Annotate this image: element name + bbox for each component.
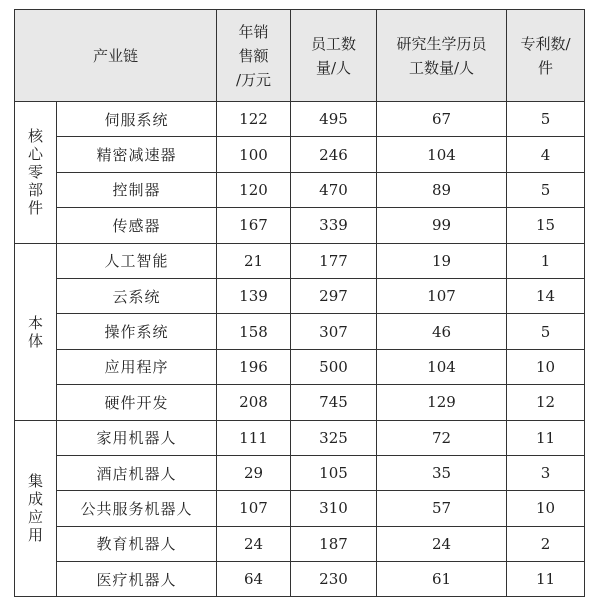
sales-cell: 208 bbox=[217, 385, 291, 420]
header-grad-employees bbox=[377, 10, 507, 102]
table-row bbox=[15, 349, 585, 384]
grad-employees-cell: 35 bbox=[377, 455, 507, 490]
employees-cell: 325 bbox=[291, 420, 377, 455]
row-name-cell: 医疗机器人 bbox=[57, 562, 217, 597]
patents-cell: 10 bbox=[507, 349, 585, 384]
grad-employees-cell: 107 bbox=[377, 278, 507, 313]
row-name-cell: 精密减速器 bbox=[57, 137, 217, 172]
sales-cell: 139 bbox=[217, 278, 291, 313]
employees-cell: 745 bbox=[291, 385, 377, 420]
group-label: 本体 bbox=[27, 313, 43, 350]
patents-cell: 5 bbox=[507, 314, 585, 349]
row-name-cell: 硬件开发 bbox=[57, 385, 217, 420]
header-patents bbox=[507, 10, 585, 102]
patents-cell: 5 bbox=[507, 102, 585, 137]
patents-cell: 12 bbox=[507, 385, 585, 420]
group-label-cell bbox=[15, 102, 57, 244]
row-name-cell: 传感器 bbox=[57, 208, 217, 243]
sales-cell: 100 bbox=[217, 137, 291, 172]
table-row bbox=[15, 385, 585, 420]
grad-employees-cell: 61 bbox=[377, 562, 507, 597]
patents-cell: 5 bbox=[507, 172, 585, 207]
sales-cell: 167 bbox=[217, 208, 291, 243]
row-name-cell: 人工智能 bbox=[57, 243, 217, 278]
employees-cell: 230 bbox=[291, 562, 377, 597]
sales-cell: 196 bbox=[217, 349, 291, 384]
table-row bbox=[15, 243, 585, 278]
patents-cell: 15 bbox=[507, 208, 585, 243]
grad-employees-cell: 67 bbox=[377, 102, 507, 137]
row-name-cell: 公共服务机器人 bbox=[57, 491, 217, 526]
grad-employees-cell: 99 bbox=[377, 208, 507, 243]
row-name-cell: 酒店机器人 bbox=[57, 455, 217, 490]
grad-employees-cell: 57 bbox=[377, 491, 507, 526]
header-employees-label: 员工数 量/人 bbox=[310, 34, 356, 77]
employees-cell: 177 bbox=[291, 243, 377, 278]
grad-employees-cell: 72 bbox=[377, 420, 507, 455]
table-row bbox=[15, 208, 585, 243]
group-label: 集成应用 bbox=[27, 472, 43, 545]
header-chain bbox=[15, 10, 217, 102]
sales-cell: 107 bbox=[217, 491, 291, 526]
employees-cell: 297 bbox=[291, 278, 377, 313]
row-name-cell: 应用程序 bbox=[57, 349, 217, 384]
employees-cell: 187 bbox=[291, 526, 377, 561]
sales-cell: 64 bbox=[217, 562, 291, 597]
row-name-cell: 操作系统 bbox=[57, 314, 217, 349]
industry-chain-table bbox=[14, 9, 585, 597]
employees-cell: 307 bbox=[291, 314, 377, 349]
group-label: 核心零部件 bbox=[27, 127, 43, 218]
grad-employees-cell: 89 bbox=[377, 172, 507, 207]
table-row bbox=[15, 562, 585, 597]
sales-cell: 24 bbox=[217, 526, 291, 561]
header-sales bbox=[217, 10, 291, 102]
header-chain-label: 产业链 bbox=[92, 46, 138, 65]
grad-employees-cell: 104 bbox=[377, 137, 507, 172]
header-grad-employees-label: 研究生学历员 工数量/人 bbox=[396, 34, 487, 77]
patents-cell: 10 bbox=[507, 491, 585, 526]
patents-cell: 2 bbox=[507, 526, 585, 561]
patents-cell: 11 bbox=[507, 420, 585, 455]
table-row bbox=[15, 420, 585, 455]
header-employees bbox=[291, 10, 377, 102]
header-sales-label: 年销 售额 /万元 bbox=[235, 22, 272, 89]
row-name-cell: 控制器 bbox=[57, 172, 217, 207]
employees-cell: 500 bbox=[291, 349, 377, 384]
employees-cell: 310 bbox=[291, 491, 377, 526]
header-patents-label: 专利数/ 件 bbox=[520, 34, 571, 77]
patents-cell: 4 bbox=[507, 137, 585, 172]
sales-cell: 21 bbox=[217, 243, 291, 278]
patents-cell: 3 bbox=[507, 455, 585, 490]
table-row bbox=[15, 137, 585, 172]
row-name-cell: 云系统 bbox=[57, 278, 217, 313]
grad-employees-cell: 129 bbox=[377, 385, 507, 420]
row-name-cell: 教育机器人 bbox=[57, 526, 217, 561]
employees-cell: 495 bbox=[291, 102, 377, 137]
group-label-cell bbox=[15, 243, 57, 420]
grad-employees-cell: 46 bbox=[377, 314, 507, 349]
table-row bbox=[15, 172, 585, 207]
grad-employees-cell: 19 bbox=[377, 243, 507, 278]
employees-cell: 246 bbox=[291, 137, 377, 172]
patents-cell: 14 bbox=[507, 278, 585, 313]
sales-cell: 111 bbox=[217, 420, 291, 455]
row-name-cell: 家用机器人 bbox=[57, 420, 217, 455]
group-label-cell bbox=[15, 420, 57, 597]
employees-cell: 105 bbox=[291, 455, 377, 490]
row-name-cell: 伺服系统 bbox=[57, 102, 217, 137]
patents-cell: 1 bbox=[507, 243, 585, 278]
sales-cell: 122 bbox=[217, 102, 291, 137]
sales-cell: 158 bbox=[217, 314, 291, 349]
table-row bbox=[15, 314, 585, 349]
table-row bbox=[15, 102, 585, 137]
sales-cell: 120 bbox=[217, 172, 291, 207]
employees-cell: 470 bbox=[291, 172, 377, 207]
sales-cell: 29 bbox=[217, 455, 291, 490]
patents-cell: 11 bbox=[507, 562, 585, 597]
grad-employees-cell: 24 bbox=[377, 526, 507, 561]
employees-cell: 339 bbox=[291, 208, 377, 243]
table-body bbox=[15, 102, 585, 597]
grad-employees-cell: 104 bbox=[377, 349, 507, 384]
table-header bbox=[15, 10, 585, 102]
table-row bbox=[15, 491, 585, 526]
table-row bbox=[15, 455, 585, 490]
table-row bbox=[15, 526, 585, 561]
table-row bbox=[15, 278, 585, 313]
